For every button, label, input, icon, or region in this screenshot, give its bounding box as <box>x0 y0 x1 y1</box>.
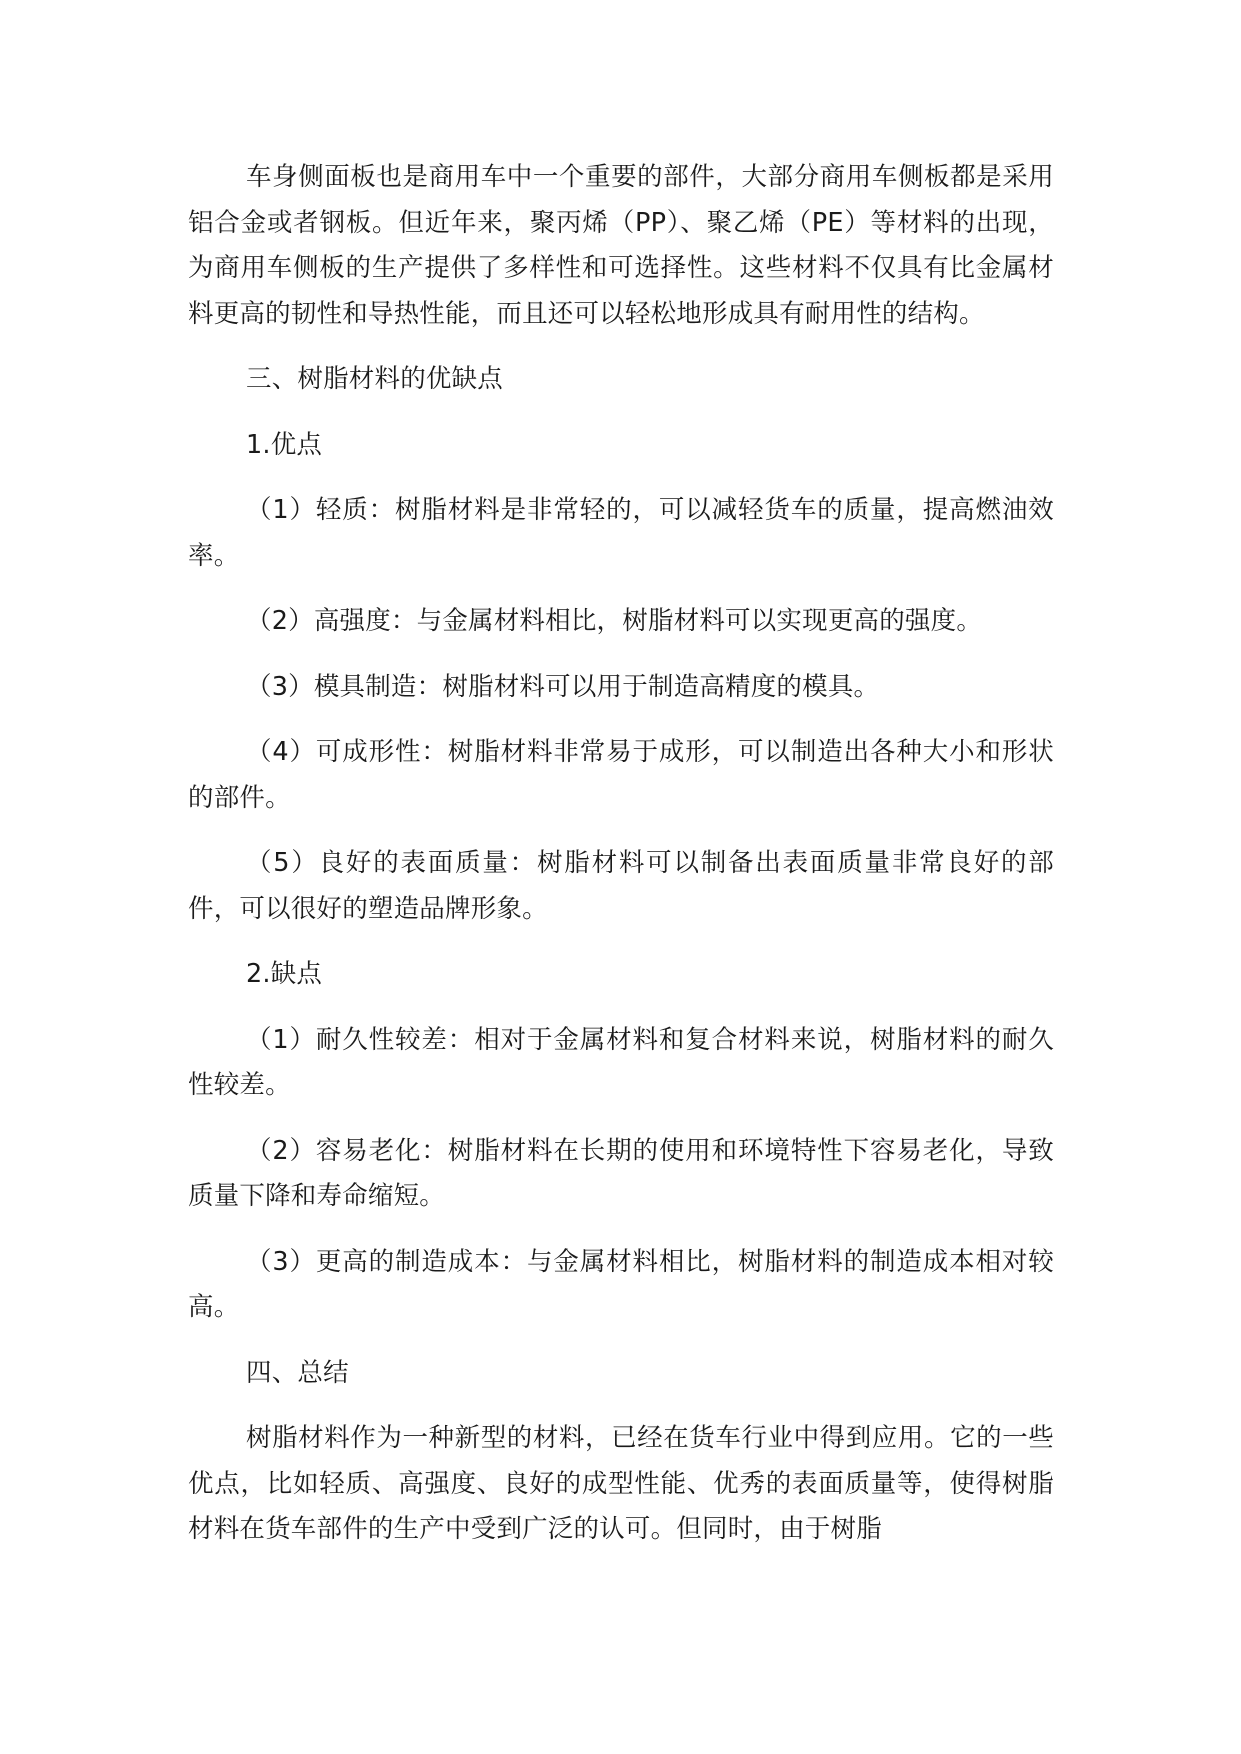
disadvantage-item-durability: （1）耐久性较差：相对于金属材料和复合材料来说，树脂材料的耐久性较差。 <box>188 1024 1054 1100</box>
disadvantage-item-cost: （3）更高的制造成本：与金属材料相比，树脂材料的制造成本相对较高。 <box>188 1246 1054 1322</box>
paragraph-side-panel: 车身侧面板也是商用车中一个重要的部件，大部分商用车侧板都是采用铝合金或者钢板。但近年来，聚丙烯（PP）、聚乙烯（PE）等材料的出现，为商用车侧板的生产提供了多样性和可选择性。这些材料不仅具有比金属材料更高的韧性和导热性能，而且还可以轻松地形成具有耐用性的结构。 <box>188 162 1054 329</box>
document-body <box>188 155 1054 1573</box>
section-heading-pros-cons: 三、树脂材料的优缺点 <box>246 364 504 394</box>
subheading-advantages: 1.优点 <box>246 429 323 460</box>
section-heading-summary: 四、总结 <box>246 1357 349 1388</box>
disadvantage-item-aging: （2）容易老化：树脂材料在长期的使用和环境特性下容易老化，导致质量下降和寿命缩短。 <box>188 1135 1054 1211</box>
advantage-item-high-strength: （2）高强度：与金属材料相比，树脂材料可以实现更高的强度。 <box>246 606 983 636</box>
subheading-disadvantages: 2.缺点 <box>246 959 323 989</box>
advantage-item-mold-making: （3）模具制造：树脂材料可以用于制造高精度的模具。 <box>246 671 880 702</box>
advantage-item-lightweight: （1）轻质：树脂材料是非常轻的，可以减轻货车的质量，提高燃油效率。 <box>188 495 1054 571</box>
advantage-item-surface-quality: （5）良好的表面质量：树脂材料可以制备出表面质量非常良好的部件，可以很好的塑造品牌形象。 <box>188 848 1054 924</box>
advantage-item-formability: （4）可成形性：树脂材料非常易于成形，可以制造出各种大小和形状的部件。 <box>188 737 1054 813</box>
paragraph-summary: 树脂材料作为一种新型的材料，已经在货车行业中得到应用。它的一些优点，比如轻质、高强度、良好的成型性能、优秀的表面质量等，使得树脂材料在货车部件的生产中受到广泛的认可。但同时，由于树脂 <box>188 1423 1054 1544</box>
